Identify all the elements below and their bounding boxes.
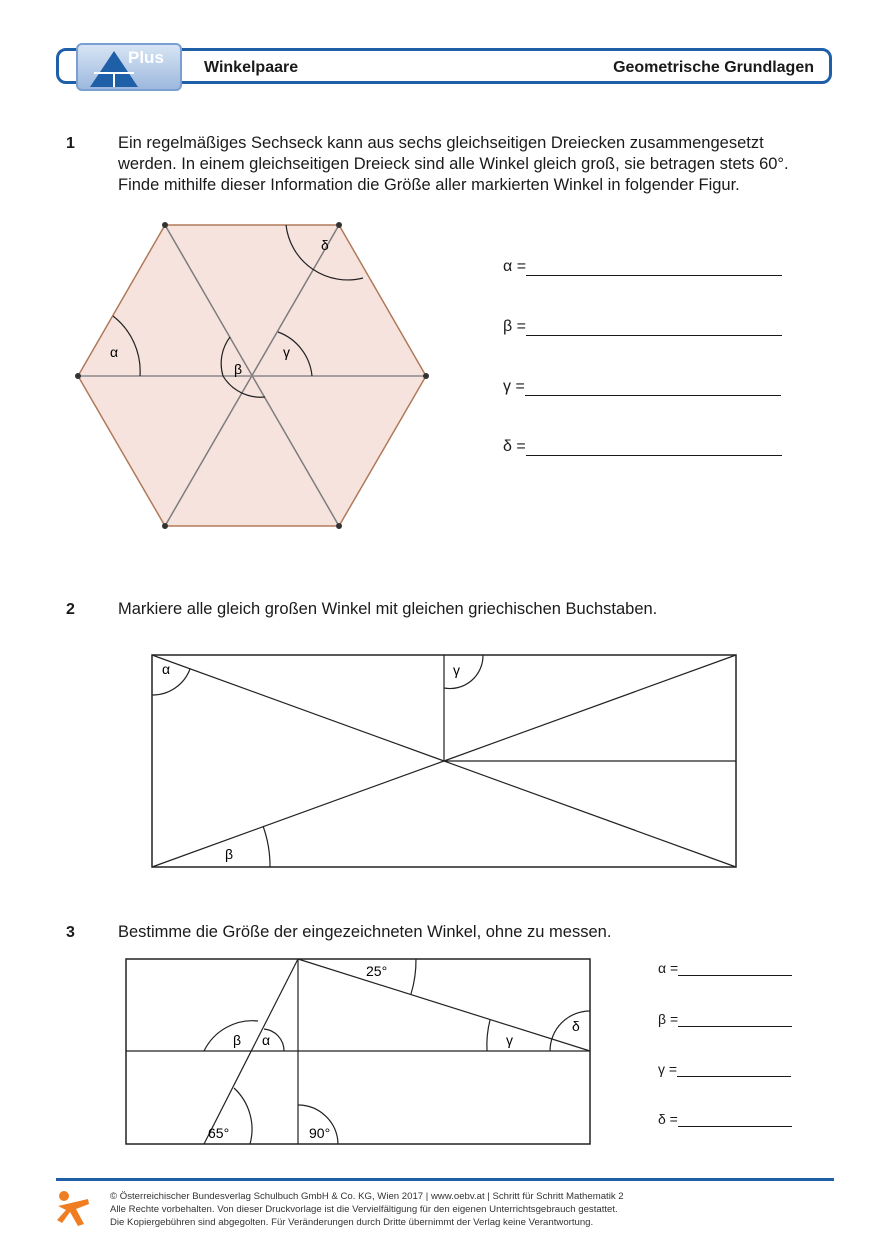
angle-label-delta: δ xyxy=(321,237,329,253)
answer-gamma xyxy=(658,1061,791,1077)
answer-blank[interactable] xyxy=(525,377,781,396)
chapter-title: Geometrische Grundlagen xyxy=(613,59,814,76)
answer-blank[interactable] xyxy=(678,1011,792,1027)
task-number: 2 xyxy=(66,601,75,618)
angle-label-beta: β xyxy=(234,361,243,377)
answer-label: δ = xyxy=(658,1111,678,1127)
angle-label-25: 25° xyxy=(366,963,388,979)
logo-text: Plus xyxy=(128,48,164,67)
answer-blank[interactable] xyxy=(526,437,782,456)
answer-gamma xyxy=(503,377,781,396)
answer-label: β = xyxy=(503,318,526,335)
answer-label: β = xyxy=(658,1011,679,1027)
task1-text xyxy=(118,133,848,196)
hexagon-figure xyxy=(60,215,450,535)
answer-blank[interactable] xyxy=(677,1061,791,1077)
angle-label-65: 65° xyxy=(208,1125,230,1141)
angle-label-gamma: γ xyxy=(506,1032,513,1048)
answer-delta xyxy=(658,1111,792,1127)
task-number: 1 xyxy=(66,135,75,152)
footer-line: © Österreichischer Bundesverlag Schulbuch GmbH & Co. KG, Wien 2017 | www.oebv.at | Schritt für Schritt Mathematik 2 xyxy=(110,1191,624,1202)
footer-line: Alle Rechte vorbehalten. Von dieser Druckvorlage ist die Vervielfältigung für den eigenen Unterrichtsgebrauch gestattet. xyxy=(110,1204,618,1215)
task3-text: Bestimme die Größe der eingezeichneten Winkel, ohne zu messen. xyxy=(118,923,612,941)
footer-rule xyxy=(56,1178,834,1181)
task-number: 3 xyxy=(66,924,75,941)
angle-label-alpha: α xyxy=(262,1032,271,1048)
angle-label-alpha: α xyxy=(162,661,171,677)
answer-blank[interactable] xyxy=(526,257,782,276)
task2-text: Markiere alle gleich großen Winkel mit gleichen griechischen Buchstaben. xyxy=(118,600,658,618)
angle-figure xyxy=(124,957,594,1147)
task1-line: Ein regelmäßiges Sechseck kann aus sechs gleichseitigen Dreiecken zusammengesetzt xyxy=(118,134,764,152)
answer-alpha xyxy=(658,960,792,976)
publisher-logo-icon xyxy=(54,1190,92,1228)
angle-label-alpha: α xyxy=(110,344,119,360)
angle-label-gamma: γ xyxy=(283,344,290,360)
answer-blank[interactable] xyxy=(678,960,792,976)
answer-blank[interactable] xyxy=(678,1111,792,1127)
angle-label-beta: β xyxy=(233,1032,242,1048)
angle-label-90: 90° xyxy=(309,1125,331,1141)
answer-label: α = xyxy=(503,258,527,275)
rectangle-figure xyxy=(150,652,740,870)
footer-line: Die Kopiergebühren sind abgegolten. Für Veränderungen durch Dritte übernimmt der Verlag keine Verantwortung. xyxy=(110,1217,594,1228)
page-title: Winkelpaare xyxy=(204,59,299,76)
answer-label: α = xyxy=(658,960,679,976)
task1-line: werden. In einem gleichseitigen Dreieck sind alle Winkel gleich groß, sie betragen stets 60°. xyxy=(118,155,789,173)
answer-label: γ = xyxy=(658,1061,678,1077)
answer-beta xyxy=(658,1011,792,1027)
answer-alpha xyxy=(503,257,782,276)
answer-beta xyxy=(503,317,782,336)
task1-line: Finde mithilfe dieser Information die Größe aller markierten Winkel in folgender Figur. xyxy=(118,176,740,194)
footer-text xyxy=(110,1190,624,1229)
answer-label: δ = xyxy=(503,438,526,455)
answer-delta xyxy=(503,437,782,456)
angle-label-gamma: γ xyxy=(453,662,460,678)
angle-label-beta: β xyxy=(225,846,234,862)
angle-label-delta: δ xyxy=(572,1018,580,1034)
answer-blank[interactable] xyxy=(526,317,782,336)
answer-label: γ = xyxy=(503,378,525,395)
